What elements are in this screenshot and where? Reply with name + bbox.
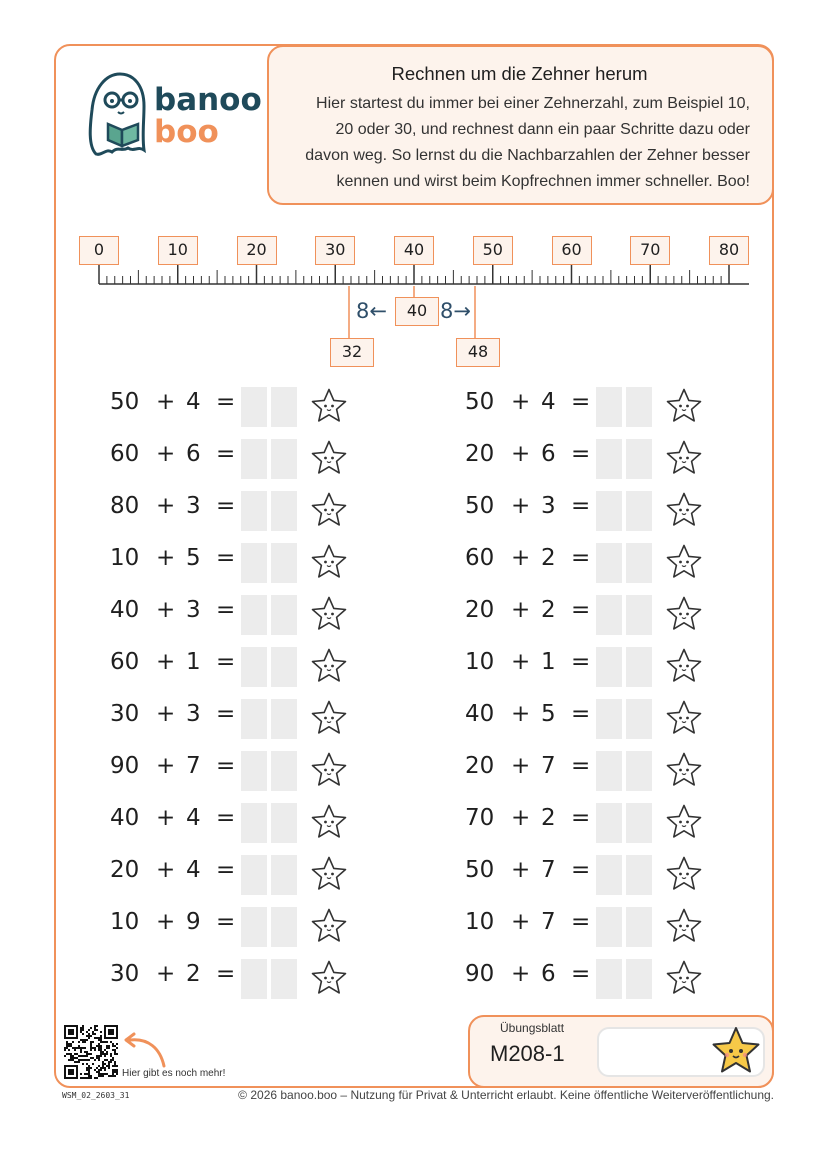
- task-number-a: 90: [465, 961, 495, 987]
- answer-box[interactable]: [241, 595, 267, 635]
- task-number-b: 4: [186, 389, 201, 415]
- star-icon[interactable]: [665, 595, 703, 633]
- logo-wordmark: [154, 84, 262, 148]
- task-equals: =: [216, 961, 236, 987]
- qr-note: Hier gibt es noch mehr!: [122, 1068, 226, 1079]
- task-number-a: 60: [110, 649, 140, 675]
- star-icon[interactable]: [310, 959, 348, 997]
- task-equals: =: [571, 389, 591, 415]
- intro-line: kennen und wirst beim Kopfrechnen immer schneller. Boo!: [336, 173, 750, 190]
- task-number-a: 10: [110, 909, 140, 935]
- logo-line2: boo: [154, 114, 219, 150]
- answer-box[interactable]: [626, 699, 652, 739]
- answer-box[interactable]: [271, 387, 297, 427]
- sheet-code: M208-1: [490, 1041, 565, 1066]
- task-operator: +: [156, 909, 176, 935]
- star-icon[interactable]: [310, 699, 348, 737]
- answer-box[interactable]: [596, 595, 622, 635]
- answer-box[interactable]: [596, 439, 622, 479]
- task-number-b: 3: [186, 701, 201, 727]
- star-icon[interactable]: [665, 647, 703, 685]
- task-equals: =: [216, 857, 236, 883]
- number-line-label: 80: [709, 236, 749, 265]
- task-number-a: 60: [465, 545, 495, 571]
- answer-box[interactable]: [271, 543, 297, 583]
- number-line-label: 40: [394, 236, 434, 265]
- task-operator: +: [511, 545, 531, 571]
- star-icon[interactable]: [665, 907, 703, 945]
- answer-box[interactable]: [241, 699, 267, 739]
- answer-box[interactable]: [596, 803, 622, 843]
- task-number-b: 3: [186, 597, 201, 623]
- answer-box[interactable]: [271, 647, 297, 687]
- task-equals: =: [571, 805, 591, 831]
- task-number-a: 70: [465, 805, 495, 831]
- star-icon[interactable]: [310, 439, 348, 477]
- task-operator: +: [511, 805, 531, 831]
- task-number-b: 5: [541, 701, 556, 727]
- answer-box[interactable]: [626, 595, 652, 635]
- copyright: © 2026 banoo.boo – Nutzung für Privat & Unterricht erlaubt. Keine öffentliche Weiterveröffentlichung.: [238, 1088, 774, 1102]
- ghost-icon: [78, 66, 154, 162]
- task-number-a: 60: [110, 441, 140, 467]
- answer-box[interactable]: [626, 959, 652, 999]
- number-line-label: 20: [237, 236, 277, 265]
- answer-box[interactable]: [626, 803, 652, 843]
- star-icon[interactable]: [665, 387, 703, 425]
- star-icon[interactable]: [665, 543, 703, 581]
- star-icon[interactable]: [310, 751, 348, 789]
- answer-box[interactable]: [626, 543, 652, 583]
- task-equals: =: [216, 701, 236, 727]
- task-equals: =: [571, 909, 591, 935]
- task-operator: +: [156, 493, 176, 519]
- sheet-label: Übungsblatt: [500, 1021, 565, 1035]
- answer-box[interactable]: [241, 439, 267, 479]
- task-equals: =: [571, 857, 591, 883]
- star-icon[interactable]: [310, 907, 348, 945]
- answer-box[interactable]: [271, 595, 297, 635]
- answer-box[interactable]: [626, 647, 652, 687]
- answer-box[interactable]: [241, 855, 267, 895]
- answer-box[interactable]: [271, 491, 297, 531]
- answer-box[interactable]: [271, 439, 297, 479]
- task-operator: +: [156, 701, 176, 727]
- task-number-b: 4: [541, 389, 556, 415]
- task-number-a: 80: [110, 493, 140, 519]
- number-line-label: 10: [158, 236, 198, 265]
- task-number-b: 3: [186, 493, 201, 519]
- task-operator: +: [156, 753, 176, 779]
- star-icon[interactable]: [310, 647, 348, 685]
- task-equals: =: [216, 753, 236, 779]
- task-number-a: 90: [110, 753, 140, 779]
- answer-box[interactable]: [596, 855, 622, 895]
- intro-line: 20 oder 30, und rechnest dann ein paar Schritte dazu oder: [335, 121, 750, 138]
- task-operator: +: [511, 753, 531, 779]
- task-number-b: 1: [541, 649, 556, 675]
- task-operator: +: [511, 389, 531, 415]
- star-icon[interactable]: [310, 543, 348, 581]
- star-icon[interactable]: [310, 803, 348, 841]
- task-number-b: 5: [186, 545, 201, 571]
- task-number-b: 4: [186, 857, 201, 883]
- star-icon[interactable]: [665, 699, 703, 737]
- qr-code-icon[interactable]: [64, 1025, 118, 1079]
- star-icon[interactable]: [665, 491, 703, 529]
- example-center: 40: [395, 297, 439, 326]
- task-number-b: 9: [186, 909, 201, 935]
- task-number-b: 2: [541, 805, 556, 831]
- answer-box[interactable]: [241, 751, 267, 791]
- task-operator: +: [156, 961, 176, 987]
- task-equals: =: [571, 753, 591, 779]
- task-number-b: 2: [186, 961, 201, 987]
- star-icon[interactable]: [665, 751, 703, 789]
- task-equals: =: [216, 805, 236, 831]
- task-number-b: 7: [541, 857, 556, 883]
- answer-box[interactable]: [271, 803, 297, 843]
- star-icon[interactable]: [665, 959, 703, 997]
- task-equals: =: [571, 597, 591, 623]
- worksheet-code: WSM_02_2603_31: [62, 1091, 130, 1100]
- task-equals: =: [216, 441, 236, 467]
- task-number-a: 40: [110, 597, 140, 623]
- number-line-label: 0: [79, 236, 119, 265]
- task-operator: +: [156, 805, 176, 831]
- star-icon[interactable]: [310, 491, 348, 529]
- intro-box: [267, 45, 774, 205]
- logo-line1: banoo: [154, 82, 262, 118]
- task-number-b: 6: [541, 441, 556, 467]
- task-number-a: 20: [465, 441, 495, 467]
- task-operator: +: [511, 701, 531, 727]
- task-number-a: 50: [465, 493, 495, 519]
- answer-box[interactable]: [626, 439, 652, 479]
- answer-box[interactable]: [241, 907, 267, 947]
- answer-box[interactable]: [626, 855, 652, 895]
- task-number-a: 50: [465, 857, 495, 883]
- intro-text: [289, 91, 750, 195]
- answer-box[interactable]: [241, 491, 267, 531]
- example-right-step: 8→: [440, 299, 471, 323]
- task-number-a: 20: [465, 597, 495, 623]
- task-number-a: 30: [110, 701, 140, 727]
- task-equals: =: [571, 701, 591, 727]
- star-icon[interactable]: [665, 439, 703, 477]
- banoo-boo-logo: [78, 66, 268, 166]
- task-equals: =: [571, 649, 591, 675]
- task-equals: =: [571, 961, 591, 987]
- task-equals: =: [216, 493, 236, 519]
- task-equals: =: [216, 649, 236, 675]
- task-operator: +: [156, 597, 176, 623]
- answer-box[interactable]: [241, 647, 267, 687]
- answer-box[interactable]: [596, 751, 622, 791]
- star-icon[interactable]: [310, 855, 348, 893]
- task-equals: =: [571, 493, 591, 519]
- star-icon[interactable]: [310, 595, 348, 633]
- task-number-b: 2: [541, 545, 556, 571]
- answer-box[interactable]: [596, 387, 622, 427]
- task-number-a: 50: [465, 389, 495, 415]
- intro-title: Rechnen um die Zehner herum: [391, 63, 648, 84]
- task-operator: +: [511, 857, 531, 883]
- number-line-label: 70: [630, 236, 670, 265]
- task-operator: +: [511, 493, 531, 519]
- star-mascot-icon: [710, 1025, 762, 1077]
- task-operator: +: [511, 909, 531, 935]
- answer-box[interactable]: [271, 959, 297, 999]
- example-right-result: 48: [456, 338, 500, 367]
- task-number-b: 1: [186, 649, 201, 675]
- answer-box[interactable]: [596, 907, 622, 947]
- task-operator: +: [156, 857, 176, 883]
- answer-box[interactable]: [241, 959, 267, 999]
- number-line-label: 30: [315, 236, 355, 265]
- task-number-a: 10: [465, 649, 495, 675]
- task-operator: +: [511, 441, 531, 467]
- number-line-label: 60: [552, 236, 592, 265]
- task-number-a: 50: [110, 389, 140, 415]
- task-number-b: 4: [186, 805, 201, 831]
- answer-box[interactable]: [241, 803, 267, 843]
- answer-box[interactable]: [241, 543, 267, 583]
- curved-arrow-icon: [120, 1032, 170, 1068]
- answer-box[interactable]: [626, 907, 652, 947]
- star-icon[interactable]: [665, 855, 703, 893]
- task-number-a: 40: [465, 701, 495, 727]
- task-equals: =: [216, 597, 236, 623]
- answer-box[interactable]: [626, 387, 652, 427]
- task-number-b: 7: [541, 909, 556, 935]
- task-operator: +: [511, 649, 531, 675]
- task-number-b: 2: [541, 597, 556, 623]
- task-number-a: 20: [465, 753, 495, 779]
- task-equals: =: [571, 441, 591, 467]
- answer-box[interactable]: [596, 699, 622, 739]
- task-operator: +: [511, 961, 531, 987]
- intro-line: Hier startest du immer bei einer Zehnerzahl, zum Beispiel 10,: [316, 95, 750, 112]
- task-operator: +: [156, 545, 176, 571]
- task-number-b: 6: [186, 441, 201, 467]
- answer-box[interactable]: [626, 491, 652, 531]
- answer-box[interactable]: [596, 647, 622, 687]
- worksheet-id-box: [468, 1015, 774, 1088]
- answer-box[interactable]: [596, 543, 622, 583]
- example-left-step: 8←: [356, 299, 387, 323]
- star-icon[interactable]: [665, 803, 703, 841]
- example-left-result: 32: [330, 338, 374, 367]
- answer-box[interactable]: [626, 751, 652, 791]
- task-number-a: 40: [110, 805, 140, 831]
- task-operator: +: [511, 597, 531, 623]
- task-number-b: 6: [541, 961, 556, 987]
- number-line-label: 50: [473, 236, 513, 265]
- task-operator: +: [156, 441, 176, 467]
- answer-box[interactable]: [271, 751, 297, 791]
- answer-box[interactable]: [596, 959, 622, 999]
- intro-line: davon weg. So lernst du die Nachbarzahlen der Zehner besser: [305, 147, 750, 164]
- answer-box[interactable]: [271, 699, 297, 739]
- task-operator: +: [156, 649, 176, 675]
- task-equals: =: [216, 909, 236, 935]
- answer-box[interactable]: [596, 491, 622, 531]
- task-equals: =: [571, 545, 591, 571]
- star-icon[interactable]: [310, 387, 348, 425]
- task-number-b: 7: [541, 753, 556, 779]
- task-number-b: 3: [541, 493, 556, 519]
- answer-box[interactable]: [241, 387, 267, 427]
- task-equals: =: [216, 545, 236, 571]
- task-operator: +: [156, 389, 176, 415]
- task-number-a: 20: [110, 857, 140, 883]
- task-number-a: 10: [465, 909, 495, 935]
- task-number-a: 10: [110, 545, 140, 571]
- answer-box[interactable]: [271, 907, 297, 947]
- task-equals: =: [216, 389, 236, 415]
- task-number-a: 30: [110, 961, 140, 987]
- task-number-b: 7: [186, 753, 201, 779]
- answer-box[interactable]: [271, 855, 297, 895]
